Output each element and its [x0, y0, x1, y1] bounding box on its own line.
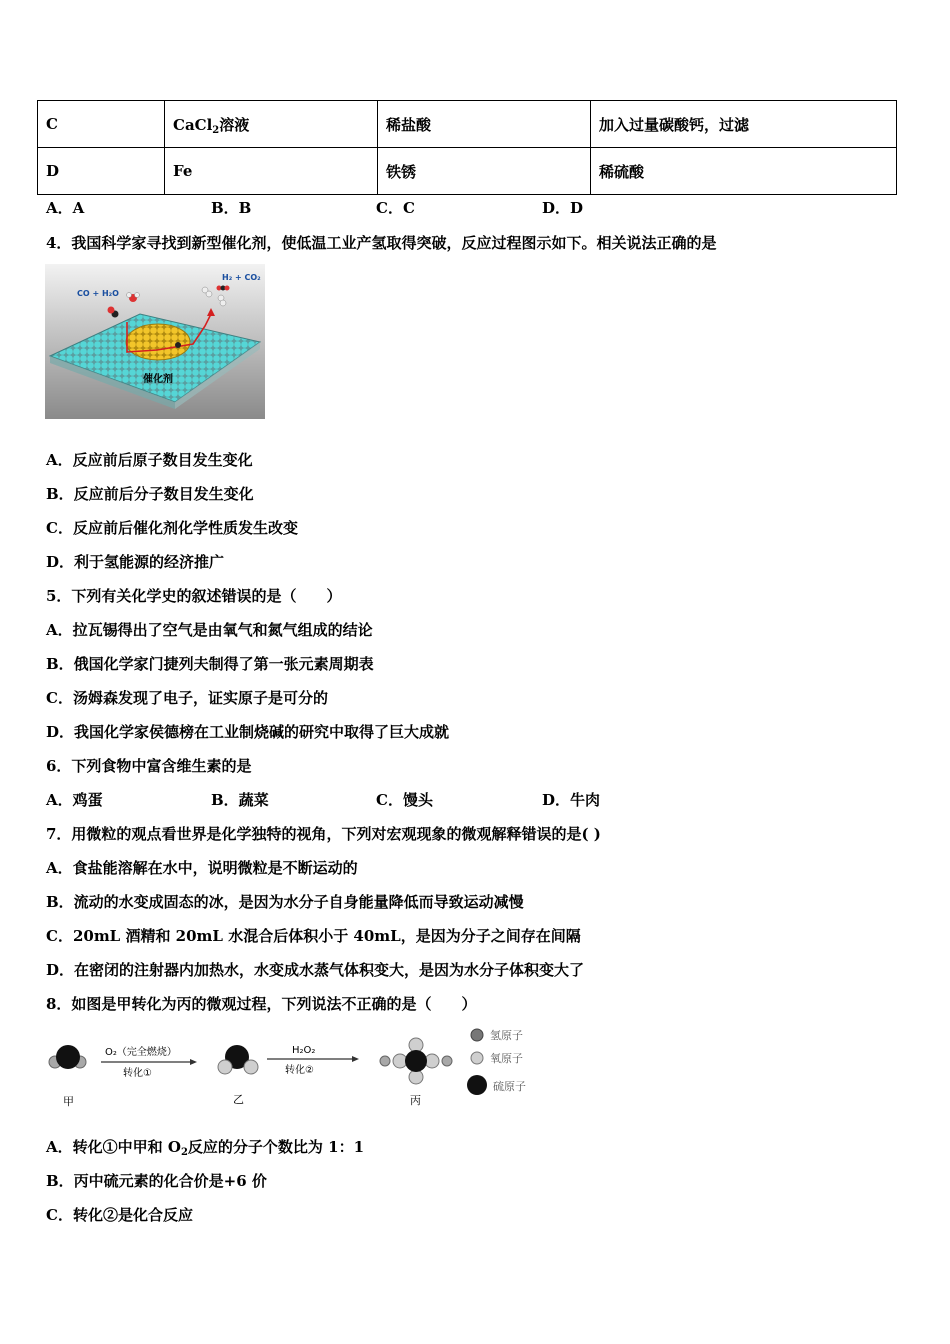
q6-stem: 6．下列食物中富含维生素的是 [46, 757, 252, 775]
table-cell: 稀硫酸 [591, 148, 897, 195]
product-label: H₂ + CO₂ [222, 273, 261, 282]
q8-option-a[interactable]: A．转化①中甲和 $O_2$反应的分子个数比为 1：1 [46, 1138, 365, 1158]
q7-option-d[interactable]: D．在密闭的注射器内加热水，水变成水蒸气体积变大，是因为水分子体积变大了 [46, 961, 585, 979]
legend-hydrogen: 氢原子 [490, 1029, 523, 1042]
table-cell: Fe [165, 148, 378, 195]
q5-option-c[interactable]: C．汤姆森发现了电子，证实原子是可分的 [46, 689, 328, 707]
q7-stem: 7．用微粒的观点看世界是化学独特的视角，下列对宏观现象的微观解释错误的是( ) [46, 825, 601, 843]
molecule-transform-figure [45, 1025, 540, 1115]
q5-option-b[interactable]: B．俄国化学家门捷列夫制得了第一张元素周期表 [46, 655, 374, 673]
q4-option-c[interactable]: C．反应前后催化剂化学性质发生改变 [46, 519, 298, 537]
legend-oxygen: 氧原子 [490, 1052, 523, 1065]
table-row [38, 101, 897, 148]
table-cell: CaCl$_2$溶液 [165, 101, 378, 148]
q7-option-c[interactable]: C．20mL 酒精和 20mL 水混合后体积小于 40mL，是因为分子之间存在间隔 [46, 927, 581, 945]
q5-option-d[interactable]: D．我国化学家侯德榜在工业制烧碱的研究中取得了巨大成就 [46, 723, 450, 741]
q8-stem: 8．如图是甲转化为丙的微观过程，下列说法不正确的是（ ） [46, 995, 477, 1013]
q4-stem: 4．我国科学家寻找到新型催化剂，使低温工业产氢取得突破，反应过程图示如下。相关说法正确的是 [46, 234, 717, 252]
legend-sulfur: 硫原子 [493, 1080, 526, 1093]
reactant-label: CO + H₂O [77, 289, 119, 298]
arrow1-condition: O₂（完全燃烧） [105, 1047, 177, 1058]
table-cell: 加入过量碳酸钙，过滤 [591, 101, 897, 148]
q6-option-d[interactable]: D．牛肉 [542, 791, 601, 809]
q3-option-b[interactable]: B．B [211, 199, 252, 217]
q8-option-b[interactable]: B．丙中硫元素的化合价是+6 价 [46, 1172, 267, 1190]
q6-option-a[interactable]: A．鸡蛋 [46, 791, 103, 809]
catalyst-label: 催化剂 [143, 374, 173, 385]
q6-option-b[interactable]: B．蔬菜 [211, 791, 269, 809]
arrow2-condition: H₂O₂ [292, 1045, 316, 1056]
catalyst-figure [45, 264, 265, 419]
arrow2-step: 转化② [285, 1065, 314, 1076]
table-cell: D [38, 148, 165, 195]
q8-option-c[interactable]: C．转化②是化合反应 [46, 1206, 193, 1224]
q4-option-a[interactable]: A．反应前后原子数目发生变化 [46, 451, 253, 469]
jia-label: 甲 [63, 1095, 74, 1108]
table-cell: C [38, 101, 165, 148]
q4-option-d[interactable]: D．利于氢能源的经济推广 [46, 553, 225, 571]
arrow1-step: 转化① [123, 1068, 152, 1079]
table-cell: 稀盐酸 [378, 101, 591, 148]
options-table [37, 100, 897, 195]
q6-option-c[interactable]: C．馒头 [376, 791, 433, 809]
q5-stem: 5．下列有关化学史的叙述错误的是（ ） [46, 587, 342, 605]
bing-label: 丙 [410, 1094, 421, 1107]
q7-option-a[interactable]: A．食盐能溶解在水中，说明微粒是不断运动的 [46, 859, 358, 877]
q3-option-d[interactable]: D．D [542, 199, 584, 217]
q3-option-a[interactable]: A．A [46, 199, 85, 217]
q5-option-a[interactable]: A．拉瓦锡得出了空气是由氧气和氮气组成的结论 [46, 621, 373, 639]
q7-option-b[interactable]: B．流动的水变成固态的冰，是因为水分子自身能量降低而导致运动减慢 [46, 893, 524, 911]
q4-option-b[interactable]: B．反应前后分子数目发生变化 [46, 485, 254, 503]
yi-label: 乙 [233, 1093, 244, 1106]
table-cell: 铁锈 [378, 148, 591, 195]
table-row [38, 148, 897, 195]
q3-option-c[interactable]: C．C [376, 199, 415, 217]
